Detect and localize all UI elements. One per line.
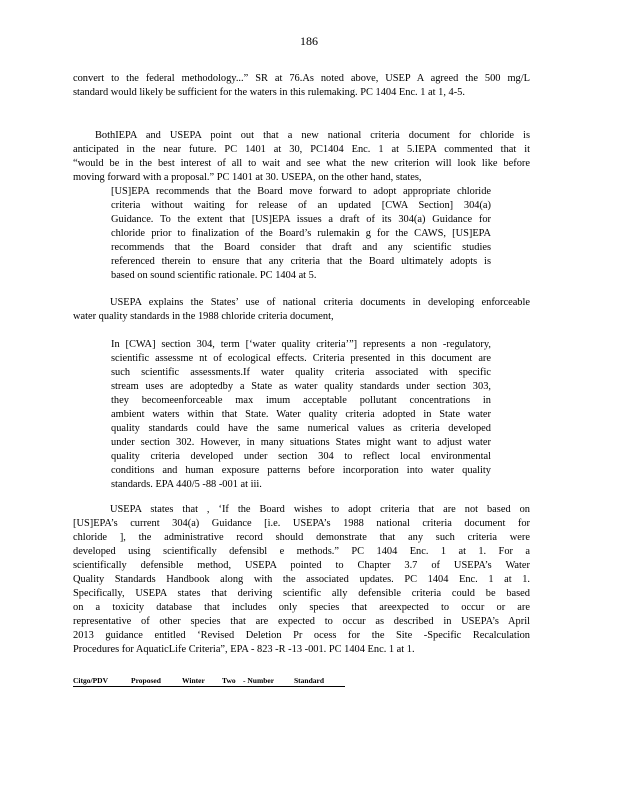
text-line: recommends that the Board consider that draft and any scientific studies xyxy=(111,242,491,253)
footer-label: Winter xyxy=(182,676,205,685)
text-line: chloride prior to finalization of the Board’s rulemakin g for the CAWS, [US]EPA xyxy=(111,228,491,239)
text-line: anticipated in the near future. PC 1401 at 30, PC1404 Enc. 1 at 5.IEPA commented that it xyxy=(73,144,530,155)
text-line: [US]EPA recommends that the Board move forward to adopt appropriate chloride xyxy=(111,186,491,197)
text-line: standard would likely be sufficient for the waters in this rulemaking. PC 1404 Enc. 1 at 1, 4-5. xyxy=(73,87,465,98)
text-line: they becomeenforceable max imum acceptable pollutant concentrations in xyxy=(111,395,491,406)
text-line: Guidance. To the extent that [US]EPA issues a draft of its 304(a) Guidance for xyxy=(111,214,491,225)
text-line: conditions and human exposure patterns before incorporation into water quality xyxy=(111,465,491,476)
text-line: scientific assessme nt of ecological effects. Criteria presented in this document are xyxy=(111,353,491,364)
text-line: quality standards could have the same numerical values as criteria developed xyxy=(111,423,491,434)
text-line: water quality standards in the 1988 chloride criteria document, xyxy=(73,311,334,322)
text-line: chloride ], the administrative record should demonstrate that any such criteria were xyxy=(73,532,530,543)
text-line: USEPA explains the States’ use of national criteria documents in developing enforceable xyxy=(110,297,530,308)
footer-label: Two xyxy=(222,676,236,685)
text-line: on a toxicity database that includes only species that areexpected to occur or are xyxy=(73,602,530,613)
text-line: Procedures for AquaticLife Criteria”, EPA - 823 -R -13 -001. PC 1404 Enc. 1 at 1. xyxy=(73,644,415,655)
text-line: “would be in the best interest of all to wait and see what the new criterion will look like before xyxy=(73,158,530,169)
text-line: criteria without waiting for release of an updated [CWA Section] 304(a) xyxy=(111,200,491,211)
footer-label: Standard xyxy=(294,676,325,685)
text-line: standards. EPA 440/5 -88 -001 at iii. xyxy=(111,479,262,490)
text-line: convert to the federal methodology...” SR at 76.As noted above, USEP A agreed the 500 mg/L xyxy=(73,73,530,84)
text-line: such scientific assessments.If water quality criteria associated with specific xyxy=(111,367,491,378)
paragraph-1 xyxy=(73,72,530,100)
block-quote-2 xyxy=(111,338,491,492)
footer-label: - Number xyxy=(243,676,275,685)
text-line: under section 302. However, in many situations States might want to adjust water xyxy=(111,437,491,448)
text-line: stream uses are adoptedby a State as water quality standards under section 303, xyxy=(111,381,491,392)
text-line: Specifically, USEPA states that deriving scientific ally defensible criteria could be based xyxy=(73,588,530,599)
text-line: moving forward with a proposal.” PC 1401 at 30. USEPA, on the other hand, states, xyxy=(73,172,422,183)
text-line: ambient waters within that State. Water quality criteria adopted in State water xyxy=(111,409,491,420)
text-line: BothIEPA and USEPA point out that a new national criteria document for chloride is xyxy=(95,130,530,141)
paragraph-4 xyxy=(73,503,530,657)
text-line: scientifically defensible method, USEPA pointed to Chapter 3.7 of USEPA’s Water xyxy=(73,560,530,571)
text-line: [US]EPA’s current 304(a) Guidance [i.e. USEPA’s 1988 national criteria document for xyxy=(73,518,530,529)
block-quote-1 xyxy=(111,185,491,283)
paragraph-2 xyxy=(73,129,530,185)
footer-label: Citgo/PDV xyxy=(73,676,108,685)
page-number: 186 xyxy=(300,34,318,48)
paragraph-3 xyxy=(73,296,530,324)
text-line: Quality Standards Handbook along with the associated updates. PC 1404 Enc. 1 at 1. xyxy=(73,574,530,585)
text-line: USEPA states that , ‘If the Board wishes to adopt criteria that are not based on xyxy=(110,504,530,515)
text-line: referenced therein to ensure that any criteria that the Board ultimately adopts is xyxy=(111,256,491,267)
text-line: developed using scientifically defensibl e methods.” PC 1404 Enc. 1 at 1. For a xyxy=(73,546,530,557)
text-line: 2013 guidance entitled ‘Revised Deletion Pr ocess for the Site -Specific Recalculation xyxy=(73,630,530,641)
text-line: In [CWA] section 304, term [‘water quality criteria’”] represents a non -regulatory, xyxy=(111,339,491,350)
running-footer xyxy=(73,676,345,687)
text-line: based on sound scientific rationale. PC 1404 at 5. xyxy=(111,270,317,281)
text-line: quality criteria developed under section 304 to reflect local environmental xyxy=(111,451,491,462)
footer-label: Proposed xyxy=(131,676,161,685)
text-line: representative of other species that are expected to occur as described in USEPA’s April xyxy=(73,616,530,627)
